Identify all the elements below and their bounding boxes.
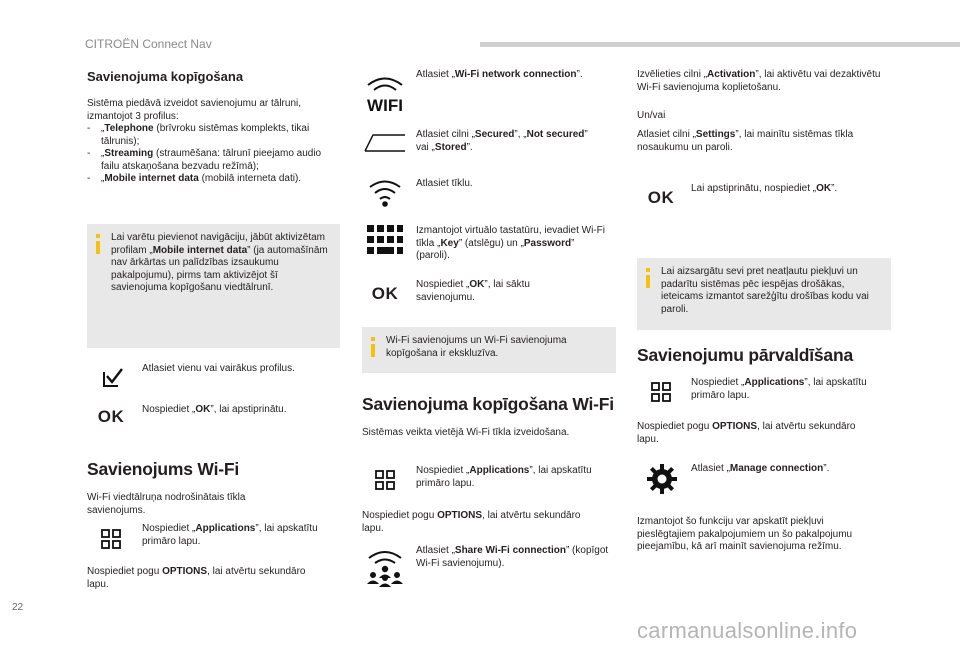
profile-item: - „Mobile internet data (mobilā interneta dati). xyxy=(87,173,340,186)
section-title-wifi-sharing: Savienojuma kopīgošana Wi-Fi xyxy=(362,394,614,414)
ok-icon: OK xyxy=(647,188,675,207)
step-press-applications: Nospiediet „Applications”, lai apskatītu primāro lapu. xyxy=(691,377,867,401)
section-title-connection-management: Savienojumu pārvaldīšana xyxy=(637,345,853,365)
step-select-profiles: Atlasiet vienu vai vairākus profilus. xyxy=(142,363,295,374)
gear-icon xyxy=(645,462,679,496)
info-note-exclusive: Wi-Fi savienojums un Wi-Fi savienojuma kopīgošana ir ekskluzīva. xyxy=(362,327,616,373)
options-instruction: Nospiediet pogu OPTIONS, lai atvērtu sekundāro lapu. xyxy=(362,510,581,534)
section-title-connection-sharing: Savienojuma kopīgošana xyxy=(87,69,244,84)
watermark: carmanualsonline.info xyxy=(637,618,858,643)
and-or-text: Un/vai xyxy=(637,110,666,121)
checkbox-icon xyxy=(100,364,126,390)
step-press-applications: Nospiediet „Applications”, lai apskatītu primāro lapu. xyxy=(142,523,318,547)
step-press-ok-confirm: Lai apstiprinātu, nospiediet „OK”. xyxy=(691,183,838,194)
info-note-navigation: Lai varētu pievienot navigāciju, jābūt aktivizētam profilam „Mobile internet data” (ja automašīnām nav ārkārtas un palīdzības izsaukumu pakalpojumu), pirms tam aktivizējot šī savienojuma kopīgošanu viedtālrunī. xyxy=(87,224,340,348)
wifi-intro: Wi-Fi viedtālruņa nodrošinātais tīkla savienojums. xyxy=(87,492,246,516)
settings-instruction: Atlasiet cilni „Settings”, lai mainītu sistēmas tīkla nosaukumu un paroli. xyxy=(637,129,854,153)
header-title: CITROËN Connect Nav xyxy=(85,37,212,51)
profiles-intro xyxy=(87,98,340,186)
info-icon xyxy=(96,234,100,238)
step-press-ok-connect: Nospiediet „OK”, lai sāktu savienojumu. xyxy=(416,279,530,303)
step-select-tab: Atlasiet cilni „Secured”, „Not secured” vai „Stored”. xyxy=(416,129,588,153)
step-enter-key-password: Izmantojot virtuālo tastatūru, ievadiet Wi-Fi tīkla „Key” (atslēgu) un „Password” (paroli). xyxy=(416,225,605,261)
info-note-security: Lai aizsargātu sevi pret neatļautu piekļuvi un padarītu sistēmas pēc iespējas drošākas, ieteicams izmantot sarežģītu drošības kodu vai paroli. xyxy=(637,258,891,330)
step-press-applications: Nospiediet „Applications”, lai apskatītu primāro lapu. xyxy=(416,465,592,489)
keyboard-icon xyxy=(365,222,405,258)
applications-icon xyxy=(648,379,674,405)
options-instruction: Nospiediet pogu OPTIONS, lai atvērtu sekundāro lapu. xyxy=(637,421,856,445)
svg-text:WIFI: WIFI xyxy=(367,96,403,114)
final-description: Izmantojot šo funkciju var apskatīt piekļuvi pieslēgtajiem pakalpojumiem un šo pakalpojumu pieejamību, kā arī mainīt savienojuma režīmu. xyxy=(637,516,853,552)
wifi-sharing-intro: Sistēmas veikta vietējā Wi-Fi tīkla izveidošana. xyxy=(362,427,570,438)
step-share-wifi: Atlasiet „Share Wi-Fi connection” (kopīgot Wi-Fi savienojumu). xyxy=(416,545,609,569)
info-icon-stem xyxy=(96,241,100,254)
share-wifi-icon xyxy=(364,546,406,588)
step-select-network: Atlasiet tīklu. xyxy=(416,178,473,189)
activation-instruction: Izvēlieties cilni „Activation”, lai aktivētu vai dezaktivētu Wi-Fi savienojuma koplietošanu. xyxy=(637,69,881,93)
profiles-list xyxy=(87,123,340,186)
step-wifi-network: Atlasiet „Wi-Fi network connection”. xyxy=(416,69,583,80)
header-divider xyxy=(480,42,960,47)
ok-icon: OK xyxy=(97,407,125,426)
applications-icon xyxy=(372,467,398,493)
info-icon-stem xyxy=(371,344,375,357)
applications-icon xyxy=(98,526,124,552)
tab-icon xyxy=(362,130,408,154)
page-number: 22 xyxy=(12,602,24,613)
step-press-ok: Nospiediet „OK”, lai apstiprinātu. xyxy=(142,404,287,415)
wifi-signal-icon xyxy=(366,176,404,208)
profile-item: - „Streaming (straumēšana: tālrunī pieejamo audio failu atskaņošana bezvadu režīmā); xyxy=(87,148,340,173)
ok-icon: OK xyxy=(371,284,399,303)
section-title-wifi: Savienojums Wi-Fi xyxy=(87,459,240,479)
info-icon xyxy=(646,268,650,272)
profile-item: - „Telephone (brīvroku sistēmas komplekts, tikai tālrunis); xyxy=(87,123,340,148)
profiles-intro-text: Sistēma piedāvā izveidot savienojumu ar tālruni, izmantojot 3 profilus: xyxy=(87,98,301,122)
wifi-icon xyxy=(362,68,408,114)
info-icon xyxy=(371,337,375,341)
step-manage-connection: Atlasiet „Manage connection”. xyxy=(691,463,830,474)
info-icon-stem xyxy=(646,275,650,288)
options-instruction: Nospiediet pogu OPTIONS, lai atvērtu sekundāro lapu. xyxy=(87,566,306,590)
